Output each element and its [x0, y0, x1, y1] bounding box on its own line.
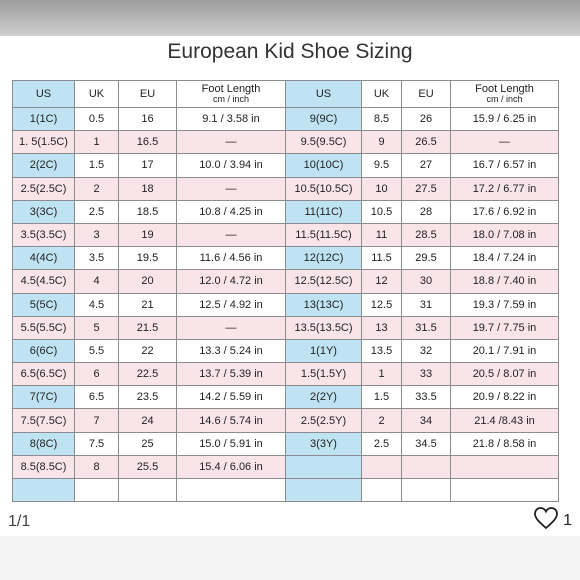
- cell-uk: 6: [75, 363, 119, 386]
- cell-eu-2: 32: [402, 339, 451, 362]
- cell-foot-length-2: —: [451, 131, 559, 154]
- header-foot-length-unit: cm / inch: [212, 94, 249, 104]
- table-row: [13, 247, 559, 270]
- table-row: [13, 154, 559, 177]
- cell-us-2: 1.5(1.5Y): [286, 363, 362, 386]
- cell-us-2: 12.5(12.5C): [286, 270, 362, 293]
- table-row: [13, 363, 559, 386]
- cell-eu-2: 26: [402, 108, 451, 131]
- page-indicator: 1/1: [8, 513, 31, 530]
- cell-us-2: 9(9C): [286, 108, 362, 131]
- cell-eu-2: 26.5: [402, 131, 451, 154]
- table-row: [13, 432, 559, 455]
- header-us-2: US: [286, 81, 362, 108]
- cell-uk: 4.5: [75, 293, 119, 316]
- top-bar: [0, 0, 580, 36]
- cell-us-2: 10(10C): [286, 154, 362, 177]
- header-uk: UK: [75, 81, 119, 108]
- cell-eu: 17: [119, 154, 177, 177]
- table-header-row: [13, 81, 559, 108]
- like-count: 1: [563, 511, 572, 529]
- cell-foot-length: —: [177, 177, 286, 200]
- cell-foot-length-2: 21.4 /8.43 in: [451, 409, 559, 432]
- cell-foot-length-2: 20.5 / 8.07 in: [451, 363, 559, 386]
- cell-foot-length-2: 17.2 / 6.77 in: [451, 177, 559, 200]
- cell-uk-2: 11: [362, 223, 402, 246]
- cell-uk-2: 10: [362, 177, 402, 200]
- table-row: [13, 108, 559, 131]
- cell-foot-length: —: [177, 316, 286, 339]
- cell-uk-2: 8.5: [362, 108, 402, 131]
- cell-foot-length: 9.1 / 3.58 in: [177, 108, 286, 131]
- cell-foot-length: —: [177, 223, 286, 246]
- cell-eu-2: [402, 479, 451, 502]
- cell-us: 1(1C): [13, 108, 75, 131]
- cell-eu: 19: [119, 223, 177, 246]
- table-row: [13, 455, 559, 478]
- cell-eu-2: 27: [402, 154, 451, 177]
- bottom-area: [0, 536, 580, 580]
- cell-us: 6.5(6.5C): [13, 363, 75, 386]
- table-row: [13, 316, 559, 339]
- table-row: [13, 339, 559, 362]
- header-eu: EU: [119, 81, 177, 108]
- cell-foot-length: 12.5 / 4.92 in: [177, 293, 286, 316]
- cell-us: 5.5(5.5C): [13, 316, 75, 339]
- table-row: [13, 293, 559, 316]
- cell-us: 6(6C): [13, 339, 75, 362]
- cell-uk: 6.5: [75, 386, 119, 409]
- cell-eu-2: 30: [402, 270, 451, 293]
- header-eu-2: EU: [402, 81, 451, 108]
- cell-us: 8(8C): [13, 432, 75, 455]
- cell-foot-length: 12.0 / 4.72 in: [177, 270, 286, 293]
- cell-foot-length: [177, 479, 286, 502]
- cell-us: 3.5(3.5C): [13, 223, 75, 246]
- cell-foot-length: 13.3 / 5.24 in: [177, 339, 286, 362]
- cell-eu-2: 34: [402, 409, 451, 432]
- table-row: [13, 270, 559, 293]
- size-table: [12, 80, 559, 502]
- cell-uk: 8: [75, 455, 119, 478]
- cell-uk-2: [362, 455, 402, 478]
- cell-foot-length-2: 18.0 / 7.08 in: [451, 223, 559, 246]
- cell-eu: 21: [119, 293, 177, 316]
- cell-us-2: 11(11C): [286, 200, 362, 223]
- cell-eu-2: 29.5: [402, 247, 451, 270]
- table-row: [13, 223, 559, 246]
- cell-foot-length-2: 21.8 / 8.58 in: [451, 432, 559, 455]
- cell-uk: 7: [75, 409, 119, 432]
- cell-foot-length-2: [451, 455, 559, 478]
- cell-us: 5(5C): [13, 293, 75, 316]
- table-row: [13, 386, 559, 409]
- cell-eu: 25.5: [119, 455, 177, 478]
- cell-uk-2: 13: [362, 316, 402, 339]
- cell-eu: 19.5: [119, 247, 177, 270]
- cell-uk: 2: [75, 177, 119, 200]
- cell-eu: 16: [119, 108, 177, 131]
- cell-foot-length-2: [451, 479, 559, 502]
- cell-eu: [119, 479, 177, 502]
- cell-us-2: 9.5(9.5C): [286, 131, 362, 154]
- cell-us-2: [286, 455, 362, 478]
- cell-us-2: 1(1Y): [286, 339, 362, 362]
- cell-uk-2: 11.5: [362, 247, 402, 270]
- cell-eu-2: [402, 455, 451, 478]
- cell-us: 3(3C): [13, 200, 75, 223]
- cell-us-2: 12(12C): [286, 247, 362, 270]
- cell-foot-length: 10.8 / 4.25 in: [177, 200, 286, 223]
- cell-us-2: 2(2Y): [286, 386, 362, 409]
- table-row: [13, 131, 559, 154]
- cell-uk-2: 12: [362, 270, 402, 293]
- cell-eu-2: 28.5: [402, 223, 451, 246]
- cell-eu: 23.5: [119, 386, 177, 409]
- cell-eu-2: 31.5: [402, 316, 451, 339]
- cell-uk-2: 1: [362, 363, 402, 386]
- cell-foot-length: 10.0 / 3.94 in: [177, 154, 286, 177]
- cell-foot-length-2: 20.9 / 8.22 in: [451, 386, 559, 409]
- cell-us: 2.5(2.5C): [13, 177, 75, 200]
- cell-us: 4.5(4.5C): [13, 270, 75, 293]
- cell-uk-2: 12.5: [362, 293, 402, 316]
- cell-us: [13, 479, 75, 502]
- header-foot-length-unit-2: cm / inch: [486, 94, 523, 104]
- cell-foot-length-2: 15.9 / 6.25 in: [451, 108, 559, 131]
- cell-foot-length: 14.2 / 5.59 in: [177, 386, 286, 409]
- cell-eu: 22.5: [119, 363, 177, 386]
- cell-eu: 16.5: [119, 131, 177, 154]
- cell-uk: 5.5: [75, 339, 119, 362]
- cell-eu: 20: [119, 270, 177, 293]
- cell-eu-2: 33.5: [402, 386, 451, 409]
- cell-uk-2: 2: [362, 409, 402, 432]
- cell-eu-2: 28: [402, 200, 451, 223]
- cell-eu-2: 27.5: [402, 177, 451, 200]
- cell-uk: 4: [75, 270, 119, 293]
- cell-uk: 5: [75, 316, 119, 339]
- cell-uk-2: [362, 479, 402, 502]
- cell-foot-length: 15.0 / 5.91 in: [177, 432, 286, 455]
- cell-eu: 18: [119, 177, 177, 200]
- cell-foot-length: —: [177, 131, 286, 154]
- header-foot-length-2: [451, 81, 559, 108]
- cell-us-2: 13.5(13.5C): [286, 316, 362, 339]
- cell-uk: 0.5: [75, 108, 119, 131]
- cell-us-2: [286, 479, 362, 502]
- cell-us: 7(7C): [13, 386, 75, 409]
- cell-us-2: 13(13C): [286, 293, 362, 316]
- cell-eu-2: 34.5: [402, 432, 451, 455]
- cell-foot-length-2: 18.4 / 7.24 in: [451, 247, 559, 270]
- header-us: US: [13, 81, 75, 108]
- cell-uk-2: 9.5: [362, 154, 402, 177]
- table-row: [13, 479, 559, 502]
- cell-uk-2: 1.5: [362, 386, 402, 409]
- cell-uk: [75, 479, 119, 502]
- cell-us-2: 2.5(2.5Y): [286, 409, 362, 432]
- cell-uk-2: 9: [362, 131, 402, 154]
- cell-uk: 7.5: [75, 432, 119, 455]
- cell-foot-length-2: 20.1 / 7.91 in: [451, 339, 559, 362]
- like-button[interactable]: [533, 506, 572, 535]
- cell-uk-2: 10.5: [362, 200, 402, 223]
- cell-uk: 2.5: [75, 200, 119, 223]
- cell-eu: 25: [119, 432, 177, 455]
- cell-eu: 18.5: [119, 200, 177, 223]
- cell-foot-length-2: 18.8 / 7.40 in: [451, 270, 559, 293]
- cell-us: 7.5(7.5C): [13, 409, 75, 432]
- cell-us-2: 10.5(10.5C): [286, 177, 362, 200]
- cell-foot-length: 11.6 / 4.56 in: [177, 247, 286, 270]
- cell-eu: 24: [119, 409, 177, 432]
- cell-eu: 22: [119, 339, 177, 362]
- cell-us: 4(4C): [13, 247, 75, 270]
- table-row: [13, 200, 559, 223]
- cell-foot-length-2: 19.3 / 7.59 in: [451, 293, 559, 316]
- header-foot-length: [177, 81, 286, 108]
- header-uk-2: UK: [362, 81, 402, 108]
- cell-eu-2: 31: [402, 293, 451, 316]
- cell-uk: 3: [75, 223, 119, 246]
- cell-foot-length-2: 19.7 / 7.75 in: [451, 316, 559, 339]
- cell-us: 2(2C): [13, 154, 75, 177]
- cell-uk-2: 2.5: [362, 432, 402, 455]
- cell-us-2: 11.5(11.5C): [286, 223, 362, 246]
- cell-us: 8.5(8.5C): [13, 455, 75, 478]
- header-foot-length-label: Foot Length: [201, 83, 261, 95]
- cell-foot-length: 15.4 / 6.06 in: [177, 455, 286, 478]
- cell-foot-length-2: 17.6 / 6.92 in: [451, 200, 559, 223]
- table-row: [13, 177, 559, 200]
- cell-foot-length: 13.7 / 5.39 in: [177, 363, 286, 386]
- cell-us: 1. 5(1.5C): [13, 131, 75, 154]
- cell-eu: 21.5: [119, 316, 177, 339]
- cell-foot-length: 14.6 / 5.74 in: [177, 409, 286, 432]
- cell-uk: 1: [75, 131, 119, 154]
- chart-title: European Kid Shoe Sizing: [167, 40, 413, 63]
- cell-uk: 1.5: [75, 154, 119, 177]
- cell-eu-2: 33: [402, 363, 451, 386]
- heart-icon[interactable]: [533, 506, 559, 535]
- cell-uk-2: 13.5: [362, 339, 402, 362]
- header-foot-length-label-2: Foot Length: [475, 83, 534, 95]
- cell-uk: 3.5: [75, 247, 119, 270]
- table-row: [13, 409, 559, 432]
- cell-foot-length-2: 16.7 / 6.57 in: [451, 154, 559, 177]
- cell-us-2: 3(3Y): [286, 432, 362, 455]
